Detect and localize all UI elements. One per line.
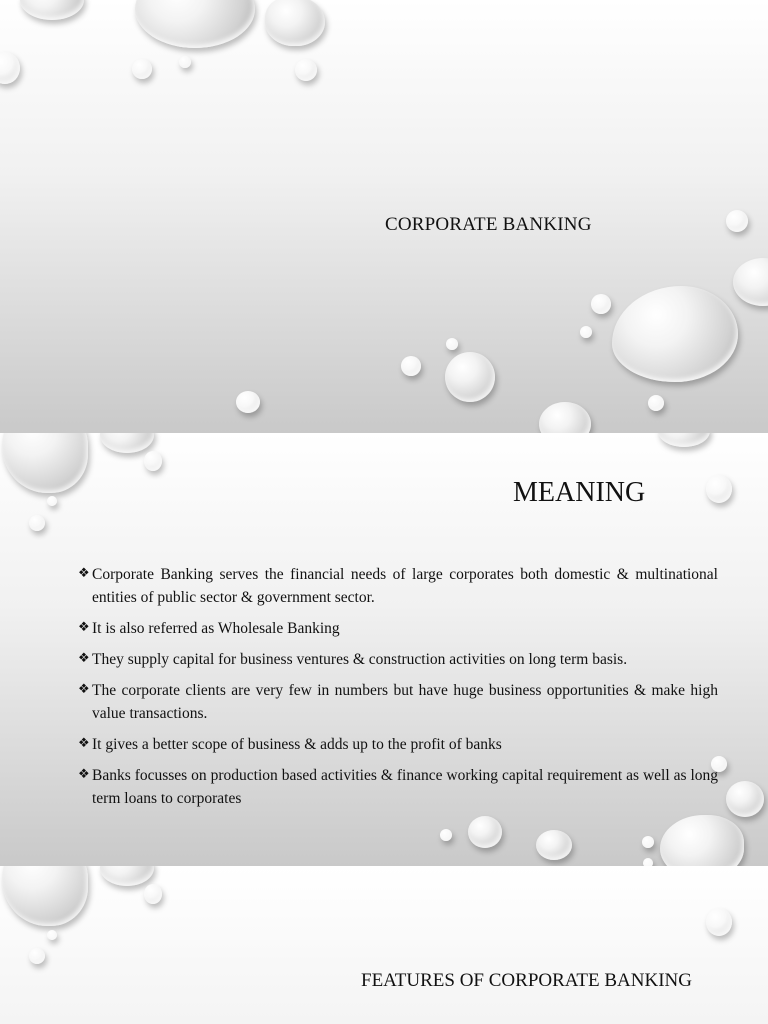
water-drop-decoration — [47, 496, 57, 506]
water-drop-decoration — [236, 391, 260, 413]
water-drop-decoration — [295, 59, 317, 81]
water-drop-decoration — [440, 829, 452, 841]
water-drop-decoration — [446, 338, 458, 350]
bullet-text: Corporate Banking serves the financial needs of large corporates both domestic & multinational entities of public sector & government sector. — [92, 566, 718, 606]
water-drop-decoration — [265, 0, 325, 46]
water-drop-decoration — [706, 475, 732, 503]
bullet-text: It gives a better scope of business & adds up to the profit of banks — [92, 736, 502, 753]
diamond-bullet-icon: ❖ — [78, 681, 90, 696]
water-drop-decoration — [179, 56, 191, 68]
water-drop-decoration — [643, 858, 653, 866]
list-item — [78, 679, 718, 725]
water-drop-decoration — [733, 258, 768, 306]
water-drop-decoration — [2, 866, 88, 926]
water-drop-decoration — [580, 326, 592, 338]
water-drop-decoration — [539, 402, 591, 433]
bullet-text: It is also referred as Wholesale Banking — [92, 620, 340, 637]
slide-title: MEANING — [513, 477, 646, 508]
water-drop-decoration — [0, 52, 20, 84]
water-drop-decoration — [144, 451, 162, 471]
diamond-bullet-icon: ❖ — [78, 565, 90, 580]
water-drop-decoration — [612, 286, 738, 382]
water-drop-decoration — [536, 830, 572, 860]
bullet-list — [78, 563, 718, 818]
water-drop-decoration — [401, 356, 421, 376]
water-drop-decoration — [2, 433, 88, 493]
list-item — [78, 563, 718, 609]
list-item — [78, 733, 718, 756]
water-drop-decoration — [100, 433, 154, 453]
list-item — [78, 617, 718, 640]
bullet-text: Banks focusses on production based activities & finance working capital requirement as well as long term loans to corporates — [92, 767, 718, 807]
water-drop-decoration — [726, 210, 748, 232]
bullet-text: The corporate clients are very few in numbers but have huge business opportunities & make high value transactions. — [92, 682, 718, 722]
diamond-bullet-icon: ❖ — [78, 650, 90, 665]
water-drop-decoration — [591, 294, 611, 314]
water-drop-decoration — [726, 781, 764, 817]
water-drop-decoration — [642, 836, 654, 848]
water-drop-decoration — [47, 930, 57, 940]
slide-corporate-banking — [0, 0, 768, 433]
water-drop-decoration — [135, 0, 255, 48]
bullet-text: They supply capital for business ventures & construction activities on long term basis. — [92, 651, 628, 668]
water-drop-decoration — [658, 433, 710, 447]
water-drop-decoration — [706, 908, 732, 936]
water-drop-decoration — [660, 815, 744, 866]
slide-title: FEATURES OF CORPORATE BANKING — [361, 970, 692, 991]
slide-title: CORPORATE BANKING — [385, 214, 592, 235]
water-drop-decoration — [20, 0, 84, 20]
water-drop-decoration — [29, 948, 45, 964]
diamond-bullet-icon: ❖ — [78, 735, 90, 750]
water-drop-decoration — [132, 59, 152, 79]
diamond-bullet-icon: ❖ — [78, 766, 90, 781]
slide-meaning — [0, 433, 768, 866]
water-drop-decoration — [468, 816, 502, 848]
diamond-bullet-icon: ❖ — [78, 619, 90, 634]
list-item — [78, 648, 718, 671]
water-drop-decoration — [648, 395, 664, 411]
water-drop-decoration — [144, 884, 162, 904]
water-drop-decoration — [445, 352, 495, 402]
water-drop-decoration — [29, 515, 45, 531]
list-item — [78, 764, 718, 810]
water-drop-decoration — [100, 866, 154, 886]
slide-features — [0, 866, 768, 1024]
